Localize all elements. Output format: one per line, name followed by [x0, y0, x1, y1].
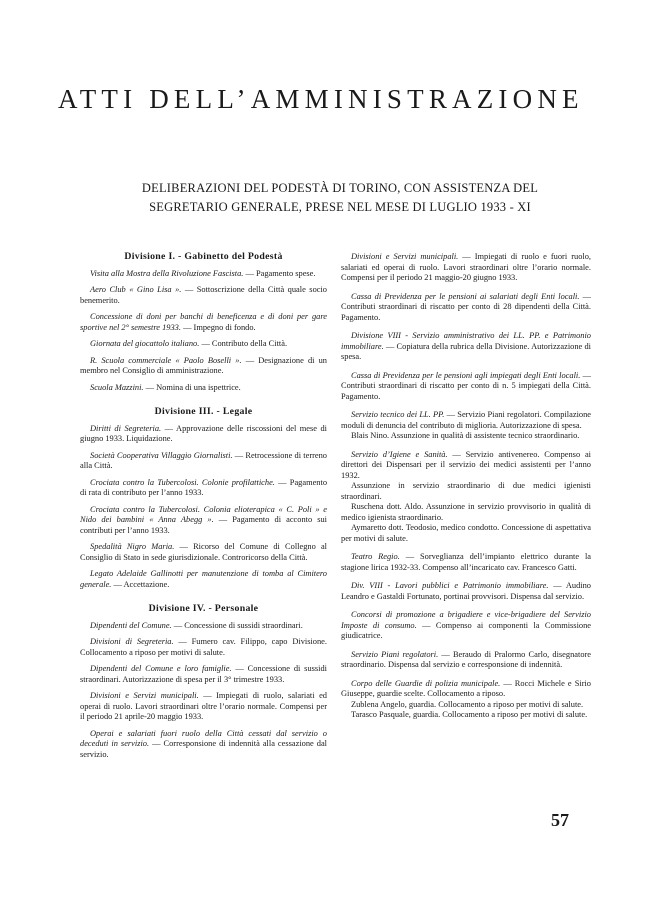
entry-body: — Rocci Michele e Sirio Giuseppe, guardie scelte. Collocamento a riposo.	[341, 678, 591, 698]
entry-extra-paragraph: Blais Nino. Assunzione in qualità di assistente tecnico straordinario.	[351, 431, 580, 440]
entry-body: — Sorveglianza dell’impianto elettrico durante la stagione lirica 1932-33. Compenso all’incaricato cav. Francesco Gatti.	[341, 552, 592, 572]
deliberation-entry	[80, 542, 327, 563]
deliberation-entry	[80, 312, 327, 333]
deliberation-entry	[80, 269, 327, 280]
page-subtitle	[120, 179, 560, 217]
entry-title: Crociata contro la Tubercolosi. Colonia elioterapica « C. Poli » e Nido dei bambini « Anna Abegg ».	[80, 504, 327, 524]
deliberation-entry	[341, 371, 591, 403]
entry-body: — Copiatura della rubrica della Divisione. Autorizzazione di spesa.	[341, 341, 591, 361]
deliberation-entry	[80, 356, 327, 377]
entry-title: Divisioni e Servizi municipali.	[90, 691, 199, 700]
entry-title: Servizio tecnico dei LL. PP.	[351, 410, 445, 419]
deliberation-entry	[80, 339, 327, 350]
deliberation-entry	[80, 569, 327, 590]
entry-title: Concorsi di promozione a brigadiere e vice-brigadiere del Servizio Imposte di consumo.	[341, 610, 591, 630]
entry-body: — Contributi straordinari di riscatto per conto di n. 5 impiegati della Città. Pagamento.	[341, 370, 592, 401]
entry-title: Divisione VIII - Servizio amministrativo dei LL. PP. e Patrimonio immobiliare.	[341, 331, 591, 351]
entry-title: Diritti di Segreteria.	[90, 423, 162, 433]
entry-body: — Pagamento di rata di contributo per l’anno 1933.	[80, 477, 328, 497]
left-column	[80, 252, 327, 766]
right-column	[341, 252, 591, 729]
entry-extra-paragraph: Assunzione in servizio straordinario di due medici igienisti straordinari.	[341, 481, 591, 501]
deliberation-entry	[80, 691, 327, 723]
entry-body: — Pagamento spese.	[243, 268, 316, 278]
entry-extra-paragraph: Zublena Angelo, guardia. Collocamento a riposo per motivi di salute.	[351, 699, 584, 709]
deliberation-entry	[341, 581, 591, 602]
subtitle-line-2: SEGRETARIO GENERALE, PRESE NEL MESE DI LUGLIO 1933 - XI	[149, 200, 531, 214]
deliberation-entry	[341, 410, 591, 442]
entry-extra-paragraph: Aymaretto dott. Teodosio, medico condotto. Concessione di aspettativa per motivi di salute.	[341, 523, 591, 543]
entry-body: — Approvazione delle riscossioni del mese di giugno 1933. Liquidazione.	[80, 423, 327, 443]
division-heading: Divisione IV. - Personale	[148, 603, 259, 614]
entry-title: Operai e salariati fuori ruolo della Città cessati dal servizio o deceduti in servizio.	[80, 728, 327, 748]
entry-body: — Compenso ai componenti la Commissione giudicatrice.	[341, 620, 591, 640]
entry-title: Cassa di Previdenza per le pensioni agli impiegati degli Enti locali.	[351, 370, 581, 380]
entry-title: Divisioni di Segreteria.	[90, 637, 174, 646]
entry-title: Aero Club « Gino Lisa ».	[90, 285, 182, 294]
entry-extra-paragraph: Tarasco Pasquale, guardia. Collocamento a riposo per motivi di salute.	[351, 710, 588, 719]
entry-body: — Servizio Piani regolatori. Compilazione moduli di denuncia del contributo di miglioria. Autorizzazione di spesa.	[341, 410, 591, 430]
entry-body: — Corresponsione di indennità alla cessazione dal servizio.	[80, 739, 327, 759]
entry-body: — Concessione di sussidi straordinari. Autorizzazione di spesa per il 3° trimestre 1933.	[80, 664, 327, 684]
entry-body: — Contributo della Città.	[199, 339, 288, 348]
deliberation-entry	[80, 424, 327, 445]
deliberation-entry	[341, 331, 591, 363]
page-title: ATTI DELL’AMMINISTRAZIONE	[58, 84, 584, 114]
deliberation-entry	[341, 292, 591, 324]
deliberation-entry	[341, 252, 591, 284]
entry-body: — Fumero cav. Filippo, capo Divisione. Collocamento a riposo per motivi di salute.	[80, 637, 327, 657]
entry-title: Servizio d’Igiene e Sanità.	[351, 449, 448, 459]
entry-title: Cassa di Previdenza per le pensioni ai salariati degli Enti locali.	[351, 291, 580, 301]
entry-title: Dipendenti del Comune.	[90, 620, 172, 630]
deliberation-entry	[80, 285, 327, 306]
deliberation-entry	[80, 478, 327, 499]
entry-title: Visita alla Mostra della Rivoluzione Fascista.	[90, 268, 244, 278]
deliberation-entry	[341, 679, 591, 721]
entry-title: R. Scuola commerciale « Paolo Boselli ».	[90, 355, 242, 365]
deliberation-entry	[80, 637, 327, 658]
subtitle-line-1: DELIBERAZIONI DEL PODESTÀ DI TORINO, CON ASSISTENZA DEL	[141, 181, 539, 195]
entry-body: — Sottoscrizione della Città quale socio benemerito.	[80, 285, 327, 305]
entry-body: — Designazione di un membro nel Consiglio di amministrazione.	[80, 355, 327, 375]
entry-body: — Retrocessione di terreno alla Città.	[80, 450, 327, 470]
deliberation-entry	[80, 383, 327, 394]
division-heading: Divisione III. - Legale	[154, 406, 253, 417]
entry-body: — Audino Leandro e Gastaldi Fortunato, portinai provvisori. Dispensa dal servizio.	[341, 581, 591, 601]
entry-body: — Nomina di una ispettrice.	[143, 382, 241, 392]
entry-title: Spedalità Nigro Maria.	[90, 542, 175, 551]
entry-body: — Concessione di sussidi straordinari.	[171, 620, 303, 630]
entry-title: Legato Adelaide Gallinotti per manutenzione di tomba al Cimitero generale.	[80, 569, 327, 589]
deliberation-entry	[341, 650, 591, 671]
entry-title: Concessione di doni per banchi di beneficenza e di doni per gare sportive nel 2° semestre 1933.	[80, 312, 327, 332]
entry-title: Teatro Regio.	[351, 552, 400, 561]
entry-body: — Pagamento di acconto sui contributi per l’anno 1933.	[80, 515, 327, 535]
deliberation-entry	[80, 729, 327, 761]
deliberation-entry	[341, 610, 591, 642]
entry-title: Scuola Mazzini.	[90, 382, 144, 392]
entry-body: — Impiegati di ruolo e fuori ruolo, salariati ed operai di ruolo. Lavori straordinari oltre l’orario normale. Compensi per il periodo 21 maggio-20 giugno 1933.	[341, 252, 591, 282]
entry-title: Servizio Piani regolatori.	[351, 649, 439, 659]
deliberation-entry	[80, 664, 327, 685]
entry-title: Crociata contro la Tubercolosi. Colonie profilattiche.	[90, 477, 275, 487]
entry-title: Giornata del giocattolo italiano.	[90, 339, 200, 348]
division-heading: Divisione I. - Gabinetto del Podestà	[124, 251, 283, 262]
deliberation-entry	[341, 450, 591, 545]
entry-title: Corpo delle Guardie di polizia municipale.	[351, 678, 501, 688]
deliberation-entry	[80, 451, 327, 472]
entry-body: — Accettazione.	[111, 579, 170, 589]
entry-body: — Ricorso del Comune di Collegno al Consiglio di Stato in sede giurisdizionale. Controricorso della Città.	[80, 542, 328, 562]
entry-title: Divisioni e Servizi municipali.	[351, 252, 459, 261]
deliberation-entry	[80, 621, 327, 632]
entry-extra-paragraph: Ruschena dott. Aldo. Assunzione in servizio provvisorio in qualità di medico igienista straordinario.	[341, 502, 591, 522]
entry-body: — Beraudo di Pralormo Carlo, disegnatore straordinario. Dispensa dal servizio e corresponsione di indennità.	[341, 649, 592, 669]
entry-body: — Servizio antivenereo. Compenso ai direttori dei Dispensari per il servizio dei medici assistenti per l’anno 1932.	[341, 449, 592, 480]
page-number: 57	[551, 810, 569, 830]
entry-body: — Impiegati di ruolo, salariati ed operai di ruolo. Lavori straordinari oltre l’orario normale. Compensi per il periodo 21 aprile-20 maggio 1933.	[80, 691, 327, 721]
entry-body: — Contributi straordinari di riscatto per conto di 28 dipendenti della Città. Pagamento.	[341, 291, 592, 322]
entry-body: — Impegno di fondo.	[180, 322, 256, 332]
entry-title: Società Cooperativa Villaggio Giornalisti.	[90, 450, 233, 460]
deliberation-entry	[341, 552, 591, 573]
entry-title: Div. VIII - Lavori pubblici e Patrimonio immobiliare.	[351, 581, 549, 590]
entry-title: Dipendenti del Comune e loro famiglie.	[90, 664, 232, 673]
deliberation-entry	[80, 505, 327, 537]
